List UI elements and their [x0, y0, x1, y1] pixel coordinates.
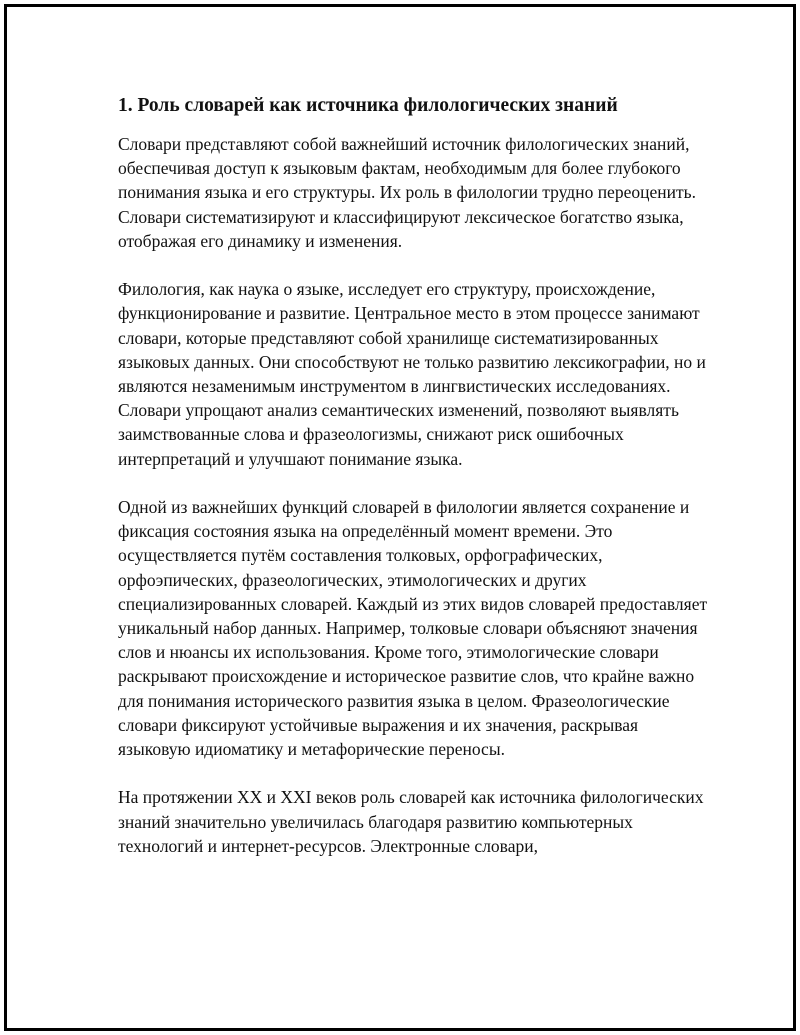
paragraph-4: На протяжении XX и XXI веков роль словарей как источника филологических знаний значительно увеличилась благодаря развитию компьютерных технологий и интернет-ресурсов. Электронные словари, — [118, 787, 704, 856]
paragraph-2: Филология, как наука о языке, исследует его структуру, происхождение, функционирование и развитие. Центральное место в этом процессе занимают словари, которые представляют собой хранилище систематизированных языковых данных. Они способствуют не только развитию лексикографии, но и являются незаменимым инструментом в лингвистических исследованиях. Словари упрощают анализ семантических изменений, позволяют выявлять заимствованные слова и фразеологизмы, снижают риск ошибочных интерпретаций и улучшают понимание языка. — [118, 279, 706, 469]
paragraph-3: Одной из важнейших функций словарей в филологии является сохранение и фиксация состояния языка на определённый момент времени. Это осуществляется путём составления толковых, орфографических, орфоэпических, фразеологических, этимологических и других специализированных словарей. Каждый из этих видов словарей предоставляет уникальный набор данных. Например, толковые словари объясняют значения слов и нюансы их использования. Кроме того, этимологические словари раскрывают происхождение и историческое развитие слов, что крайне важно для понимания исторического развития языка в целом. Фразеологические словари фиксируют устойчивые выражения и их значения, раскрывая языковую идиоматику и метафорические переносы. — [118, 497, 708, 760]
section-heading: 1. Роль словарей как источника филологических знаний — [118, 95, 618, 116]
paragraph-1: Словари представляют собой важнейший источник филологических знаний, обеспечивая доступ к языковым фактам, необходимым для более глубокого понимания языка и его структуры. Их роль в филологии трудно переоценить. Словари систематизируют и классифицируют лексическое богатство языка, отображая его динамику и изменения. — [118, 134, 696, 251]
document-body — [118, 94, 708, 882]
